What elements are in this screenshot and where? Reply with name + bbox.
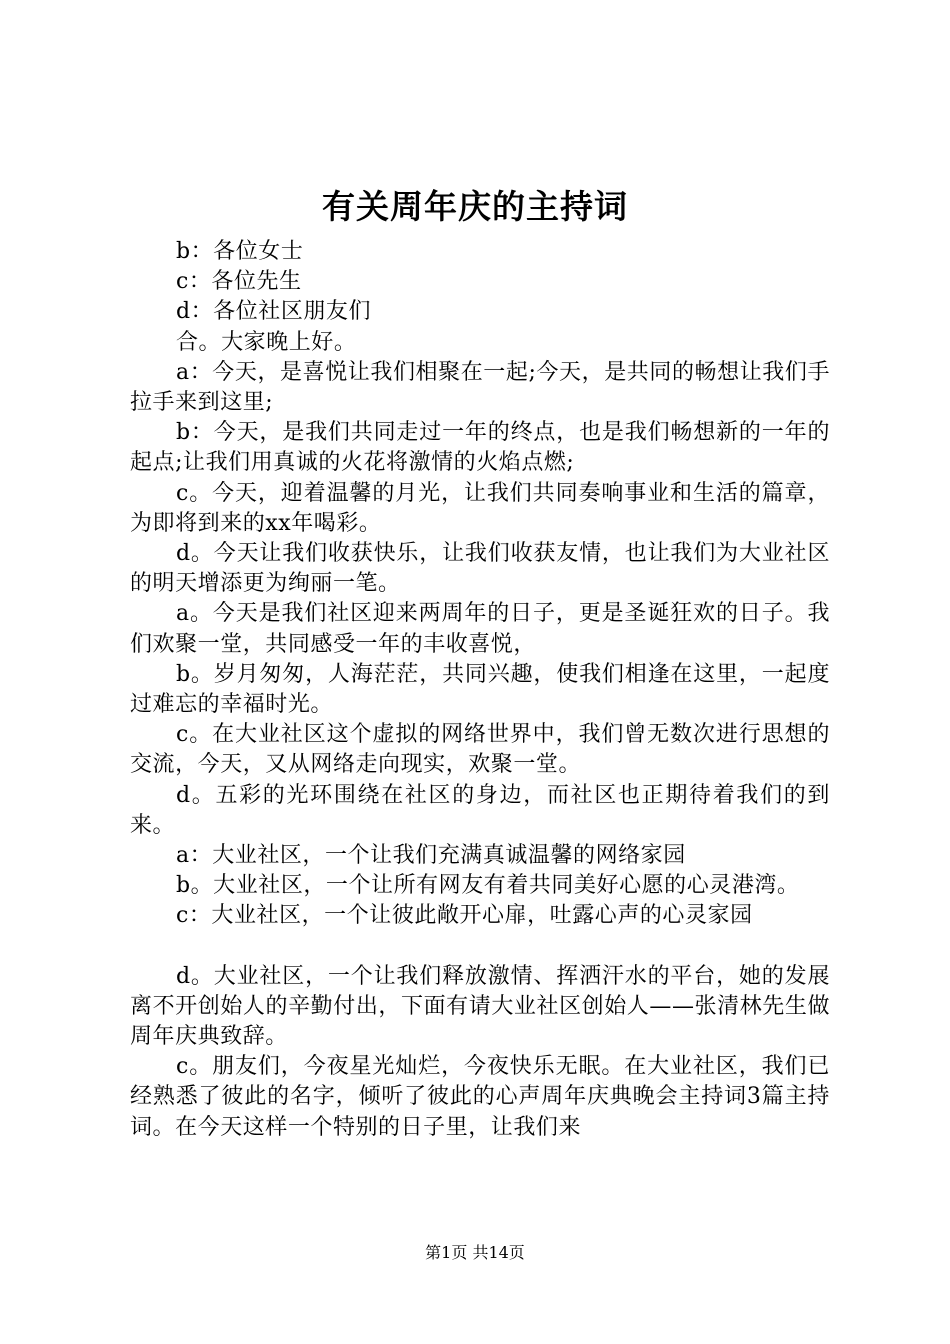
paragraph: b：各位女士 (176, 239, 304, 264)
paragraph: a：今天，是喜悦让我们相聚在一起;今天，是共同的畅想让我们手拉手来到这里; (130, 359, 830, 416)
paragraph: 合。大家晚上好。 (176, 329, 357, 355)
paragraph: a。今天是我们社区迎来两周年的日子，更是圣诞狂欢的日子。我们欢聚一堂，共同感受一年的丰收喜悦， (130, 601, 830, 657)
paragraph: c。在大业社区这个虚拟的网络世界中，我们曾无数次进行思想的交流，今天，又从网络走向现实，欢聚一堂。 (130, 722, 830, 778)
paragraph: d：各位社区朋友们 (176, 299, 372, 325)
paragraph: c：大业社区，一个让彼此敞开心扉，吐露心声的心灵家园 (176, 903, 753, 929)
page-number-footer: 第1页 共14页 (425, 1243, 525, 1262)
document-title: 有关周年庆的主持词 (322, 187, 628, 226)
paragraph: d。五彩的光环围绕在社区的身边，而社区也正期待着我们的到来。 (130, 782, 830, 838)
document-body (130, 237, 830, 1143)
paragraph: c。今天，迎着温馨的月光，让我们共同奏响事业和生活的篇章，为即将到来的xx年喝彩。 (130, 480, 830, 536)
paragraph: c：各位先生 (176, 269, 302, 295)
paragraph: d。大业社区，一个让我们释放激情、挥洒汗水的平台，她的发展离不开创始人的辛勤付出，下面有请大业社区创始人——张清林先生做周年庆典致辞。 (130, 963, 830, 1050)
paragraph: b。岁月匆匆，人海茫茫，共同兴趣，使我们相逢在这里，一起度过难忘的幸福时光。 (130, 661, 830, 718)
paragraph: c。朋友们，今夜星光灿烂，今夜快乐无眠。在大业社区，我们已经熟悉了彼此的名字，倾听了彼此的心声周年庆典晚会主持词3篇主持词。在今天这样一个特别的日子里，让我们来 (130, 1054, 830, 1140)
paragraph: d。今天让我们收获快乐，让我们收获友情，也让我们为大业社区的明天增添更为绚丽一笔。 (130, 541, 830, 597)
paragraph: a：大业社区，一个让我们充满真诚温馨的网络家园 (176, 843, 686, 869)
paragraph: b：今天，是我们共同走过一年的终点，也是我们畅想新的一年的起点;让我们用真诚的火花将激情的火焰点燃; (130, 420, 830, 476)
paragraph: b。大业社区，一个让所有网友有着共同美好心愿的心灵港湾。 (176, 873, 800, 899)
